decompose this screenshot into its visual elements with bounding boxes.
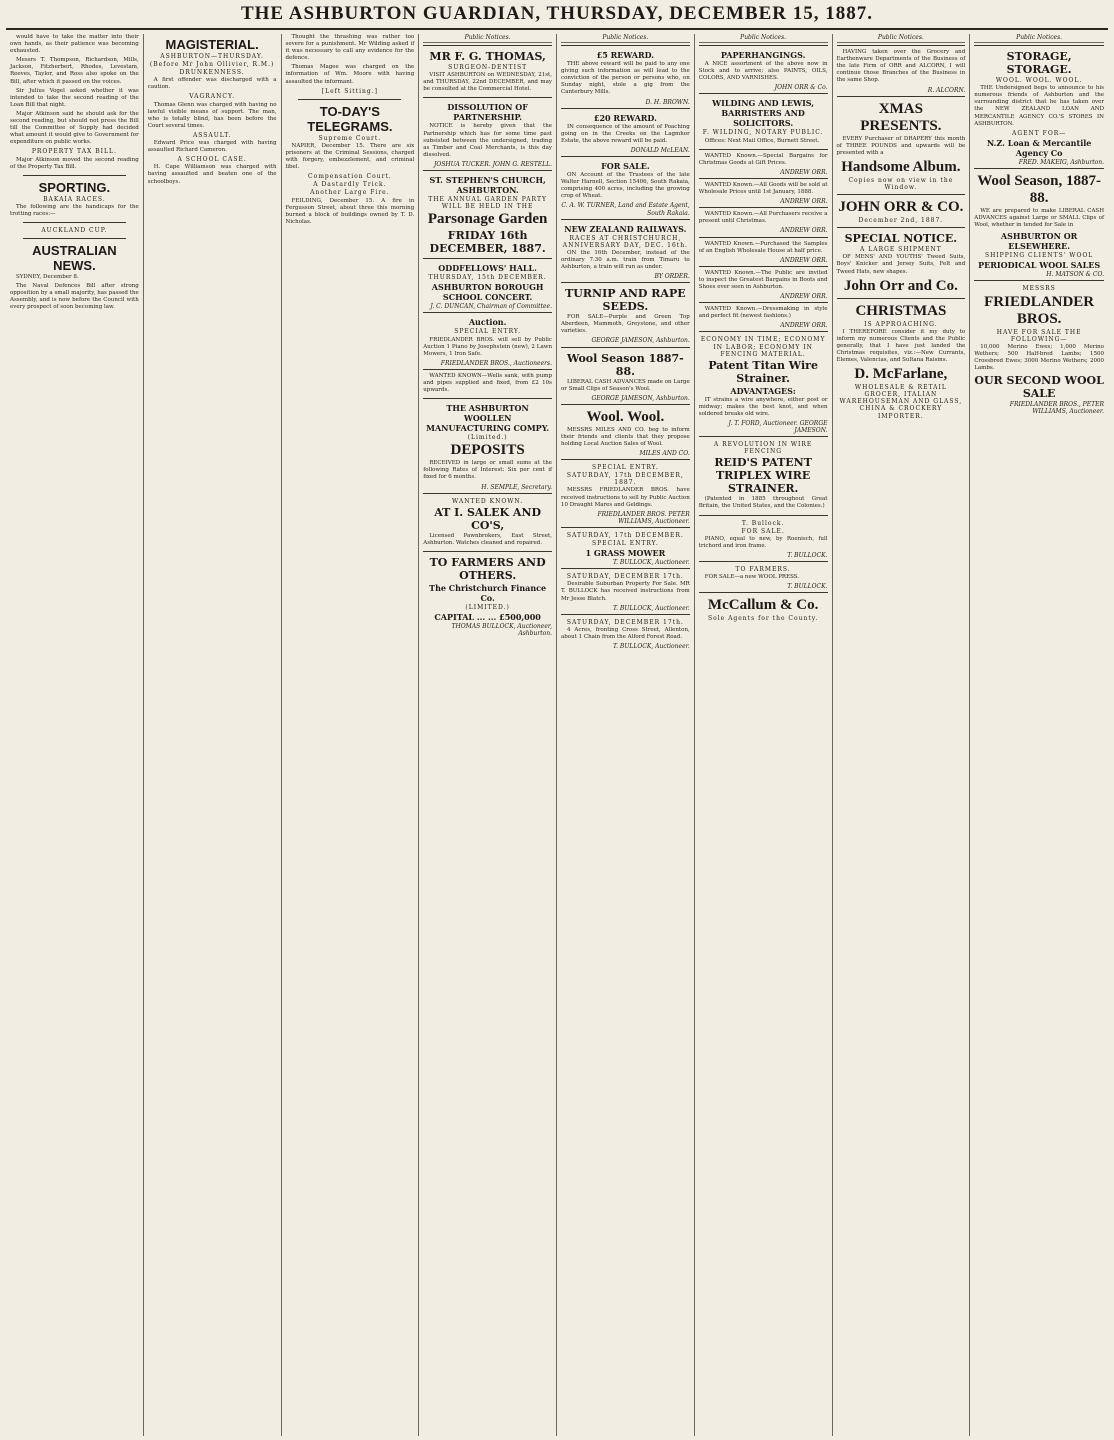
advertisement (561, 568, 690, 613)
paragraph: Messrs T. Thompson, Richardson, Mills, Jackson, Fitzherbert, Rhodes, Levestam, Reeves, Taylor, and Ross also spoke on the Bill, after which it passed on the voices. (10, 57, 139, 85)
ad-body: FRIEDLANDER BROS. will sell by Public Auction 1 Piano by Josephstein (new), 2 Lawn Mowers, 1 Iron Safe. (423, 336, 552, 357)
ad-subtitle: MESSRS (1022, 285, 1056, 293)
ad-title: PAPERHANGINGS. (720, 50, 806, 61)
ad-signature: GEORGE JAMESON, Ashburton. (591, 394, 690, 402)
advertisement (423, 45, 552, 97)
ad-subtitle: RACES AT CHRISTCHURCH, ANNIVERSARY DAY, DEC. 16th. (562, 234, 688, 249)
advertisement (561, 45, 690, 108)
ad-signature: THOMAS BULLOCK, Auctioneer, Ashburton. (451, 623, 552, 638)
ad-body: VISIT ASHBURTON on WEDNESDAY, 21st, and THURSDAY, 22nd DECEMBER, and may be consulted at the Commercial Hotel. (423, 72, 552, 93)
ad-subtitle: WHOLESALE & RETAIL GROCER, ITALIAN WAREHOUSEMAN AND GLASS, CHINA & CROCKERY IMPORTER. (839, 384, 963, 420)
advertisement (699, 93, 828, 148)
ad-headline: McCallum & Co. (707, 597, 819, 614)
ad-title: £20 REWARD. (593, 112, 657, 123)
ad-signature: T. BULLOCK, Auctioneer. (612, 604, 690, 612)
ad-signature: FRED. MAKEIG, Ashburton. (1018, 158, 1104, 166)
advertisement (699, 45, 828, 93)
paragraph: SYDNEY, December 8. (16, 274, 79, 281)
ad-body: Licensed Pawnbrokers, East Street, Ashburton. Watches cleaned and repaired. (423, 532, 552, 546)
case-heading: VAGRANCY. (189, 93, 236, 101)
ad-title: The Christchurch Finance Co. (429, 582, 547, 603)
ad-headline: REID'S PATENT TRIPLEX WIRE STRAINER. (714, 456, 812, 496)
ad-title: MR F. G. THOMAS, (429, 50, 546, 64)
case-heading: ASSAULT. (192, 131, 232, 139)
advertisement (699, 266, 828, 302)
ad-signature: D. H. BROWN. (645, 98, 690, 106)
advertisement (974, 45, 1104, 168)
ad-subtitle: SPECIAL ENTRY. (454, 328, 522, 336)
divider (23, 238, 126, 239)
ad-body: WANTED KNOWN—Wells sank, with pump and pipes supplied and fixed, from £2 10s upwards. (423, 372, 552, 394)
ad-title: ST. STEPHEN'S CHURCH, ASHBURTON. (429, 175, 546, 196)
section-heading: SPORTING. (38, 179, 111, 195)
columns (6, 34, 1108, 1436)
ad-signature: T. BULLOCK. (787, 583, 828, 591)
advertisement (423, 398, 552, 492)
ad-signature: R. ALCORN. (927, 86, 966, 94)
ad-headline: Patent Titan Wire Strainer. (708, 358, 818, 385)
ad-headline: N.Z. Loan & Mercantile Agency Co (986, 137, 1092, 158)
ad-body: FOR SALE—Purple and Green Top Aberdeen, Mammoth, Greystone, and other varieties. (561, 314, 690, 335)
section-subheading: (Before Mr John Ollivier, R.M.) (149, 61, 275, 69)
advertisement (699, 207, 828, 236)
advertisement (561, 219, 690, 283)
ad-headline: XMAS PRESENTS. (860, 100, 942, 134)
advertisement (561, 614, 690, 652)
ad-signature: ANDREW ORR. (780, 227, 828, 235)
ad-signature: ANDREW ORR. (780, 293, 828, 301)
paragraph: NAPIER, December 15. There are six prisoners at the Criminal Sessions, charged with forgery, embezzlement, and criminal libel. (285, 142, 415, 171)
ad-body: EVERY Purchaser of DRAPERY this month of THREE POUNDS and upwards will be presented with a (836, 135, 966, 156)
advertisement (974, 280, 1104, 417)
ad-subtitle: F. WILDING, NOTARY PUBLIC. (702, 129, 824, 137)
ad-subtitle: T. Bullock. (741, 519, 785, 527)
advertisement (561, 404, 690, 459)
column-3 (282, 34, 420, 1436)
paragraph: The Naval Defences Bill after strong opposition by a small majority, has passed the Assembly, and is now before the Council with every prospect of soon becoming law. (10, 283, 139, 311)
ad-subtitle: A LARGE SHIPMENT (860, 246, 942, 254)
case-heading: A SCHOOL CASE. (177, 156, 247, 164)
advertisement (699, 592, 828, 625)
ad-body: WANTED Known.—The Public are invited to inspect the Greatest Bargains in Boots and Shoes ever seen in Ashburton. (698, 269, 828, 290)
ad-subtitle: SATURDAY, 17th DECEMBER, 1887. (566, 472, 684, 487)
section-heading: AUSTRALIAN NEWS. (32, 243, 117, 274)
advertisement (699, 302, 828, 331)
ad-body: WANTED Known.—Dressmaking in style and perfect fit (newest fashions.) (698, 306, 828, 320)
divider (298, 99, 401, 100)
ad-headline: STORAGE, STORAGE. (1006, 50, 1072, 77)
ad-signature: JOSHUA TUCKER. JOHN G. RESTELL. (434, 160, 552, 168)
ad-headline: Parsonage Garden (427, 211, 548, 228)
column-1 (6, 34, 144, 1436)
ad-subtitle: (Limited.) (467, 434, 508, 442)
ad-title: WILDING AND LEWIS, BARRISTERS AND SOLICITORS. (712, 98, 815, 129)
ad-signature: JOHN ORR & Co. (774, 84, 828, 92)
ad-subtitle: SATURDAY, 17th DECEMBER. (566, 531, 684, 539)
ad-headline: Handsome Album. (841, 158, 961, 175)
ad-signature: J. C. DUNCAN, Chairman of Committee. (430, 303, 552, 311)
column-4 (419, 34, 557, 1436)
column-7 (833, 34, 971, 1436)
advertisement (699, 149, 828, 178)
ad-body: THE Undersigned begs to announce to his numerous friends of Ashburton and the surrounding district that he has taken over the NEW ZEALAND LOAN AND MERCANTILE AGENCY CO.'S STORES IN ASHBURTON. (974, 85, 1104, 127)
section-heading: TO-DAY'S TELEGRAMS. (307, 103, 393, 134)
ad-headline: TO FARMERS AND OTHERS. (429, 555, 546, 582)
column-header: Public Notices. (974, 34, 1104, 43)
column-header: Public Notices. (837, 34, 966, 43)
left-sitting-note: [Left Sitting.] (321, 87, 378, 95)
advertisement (974, 168, 1104, 280)
ad-signature: FRIEDLANDER BROS. PETER WILLIAMS, Auctioneer. (597, 510, 690, 525)
paragraph: would have to take the matter into their own hands, as their patience was becoming exhausted. (10, 34, 139, 55)
paragraph: Major Atkinson moved the second reading of the Property Tax Bill. (10, 156, 139, 170)
ad-subtitle: (LIMITED.) (465, 603, 510, 611)
column-8 (970, 34, 1108, 1436)
ad-signature: ANDREW ORR. (780, 256, 828, 264)
advertisement (699, 237, 828, 266)
ad-title: PERIODICAL WOOL SALES (978, 260, 1101, 271)
ad-subtitle: WANTED KNOWN. (452, 497, 524, 505)
column-2 (144, 34, 282, 1436)
ad-subtitle: HAVE FOR SALE THE FOLLOWING— (996, 328, 1082, 343)
ad-headline: Wool. Wool. (586, 408, 665, 425)
column-5 (557, 34, 695, 1436)
advertisement (423, 369, 552, 398)
ad-subtitle: ECONOMY IN TIME; ECONOMY IN LABOR; ECONOMY IN FENCING MATERIAL. (700, 336, 826, 358)
advertisement (837, 96, 966, 194)
ad-body: WANTED Known.—All Goods will be sold at Wholesale Prices until 1st January, 1888. (698, 181, 828, 196)
paragraph: Edward Price was charged with having assaulted Richard Cameron. (147, 140, 277, 154)
ad-signature: ANDREW ORR. (780, 322, 828, 330)
ad-signature: T. BULLOCK, Auctioneer. (612, 559, 690, 567)
advertisement (423, 258, 552, 312)
ad-headline: ASHBURTON BOROUGH SCHOOL CONCERT. (431, 282, 544, 303)
ad-headline: Wool Season 1887-88. (567, 351, 684, 378)
advertisement (699, 561, 828, 592)
ad-signature: H. SEMPLE, Secretary. (481, 483, 552, 491)
column-header: Public Notices. (423, 34, 552, 43)
ad-headline: CHRISTMAS (855, 302, 947, 319)
ad-body: WANTED Known.—All Purchasers receive a present until Christmas. (698, 211, 828, 225)
ad-body: WANTED Known.—Purchased the Samples of an English Wholesale House at half price. (698, 240, 828, 254)
column-header: Public Notices. (699, 34, 828, 43)
advertisement (699, 515, 828, 561)
section-subheading: Compensation Court. (307, 173, 392, 181)
ad-body: (Patented in 1885 throughout Great Britain, the United States, and the Colonies.) (698, 496, 828, 510)
ad-title: FOR SALE. (601, 161, 650, 172)
ad-headline: TURNIP AND RAPE SEEDS. (565, 287, 686, 314)
ad-body: IN consequence of the amount of Poaching going on in the Creeks on the Lagmhor Estate, the above reward will be paid. (561, 123, 690, 144)
advertisement (423, 97, 552, 170)
ad-signature: ANDREW ORR. (780, 168, 828, 176)
ad-body: I THEREFORE consider it my duty to inform my numerous Clients and the Public generally, that I have just landed the Christmas requisites, viz.:—New Currants, Elemes, Valencias, and Sultana Raisins. (836, 328, 966, 364)
ad-signature: J. T. FORD, Auctioneer. GEORGE JAMESON. (728, 420, 828, 435)
paragraph: Sir Julius Vogel asked whether it was intended to take the second reading of the Loan Bill that night. (10, 87, 139, 108)
ad-body: Desirable Suburban Property For Sale. MR T. BULLOCK has received instructions from Mr Jesse Blatch. (561, 581, 690, 602)
ad-title: ADVANTAGES: (730, 385, 796, 396)
ad-subtitle: TO FARMERS. (735, 566, 791, 574)
ad-body: MESSRS FRIEDLANDER BROS. have received instructions to sell by Public Auction 10 Draught Mares and Geldings. (561, 487, 690, 508)
advertisement (837, 227, 966, 297)
case-heading: DRUNKENNESS. (179, 69, 245, 77)
section-subheading: A Dastardly Trick. (313, 181, 387, 189)
ad-body: NOTICE is hereby given that the Partnership which has for some time past subsisted between the undersigned, trading as Timber and Coal Merchants, is this day dissolved. (423, 123, 552, 158)
ad-subtitle: SURGEON-DENTIST (448, 64, 528, 72)
ad-signature: C. A. W. TURNER, Land and Estate Agent, South Rakaia. (561, 202, 690, 217)
advertisement (561, 282, 690, 346)
ad-subtitle: THURSDAY, 15th DECEMBER. (428, 274, 547, 282)
section-subheading: Supreme Court. (318, 134, 382, 142)
advertisement (837, 298, 966, 423)
ad-title: SPECIAL NOTICE. (844, 232, 958, 246)
ad-body: 1 GRASS MOWER (585, 548, 666, 559)
ad-title: Auction. (468, 317, 507, 328)
ad-signature: GEORGE JAMESON, Ashburton. (591, 337, 690, 345)
advertisement (699, 331, 828, 436)
ad-title: DISSOLUTION OF PARTNERSHIP. (447, 102, 528, 123)
ad-subtitle: AGENT FOR— (1011, 129, 1067, 137)
ad-body: HAVING taken over the Grocery and Earthenware Departments of the Business of the late Firm of ORR and ALCORN, I will continue those Branches of the Business in the same Shop. (836, 49, 966, 84)
divider (23, 175, 126, 176)
section-subheading: ASHBURTON—THURSDAY. (160, 53, 264, 60)
ad-signature: ANDREW ORR. (780, 198, 828, 206)
advertisement (837, 45, 966, 96)
paragraph: A first offender was discharged with a caution. (147, 77, 277, 91)
ad-headline: D. McFarlane, (854, 366, 948, 383)
ad-body: OF MENS' AND YOUTHS' Tweed Suits, Boys' Knicker and Jersey Suits, Felt and Tweed Hats, new shapes. (836, 254, 966, 275)
ad-body: 4 Acres, fronting Cross Street, Allenton, about 1 Chain from the Alford Forest Road. (561, 626, 690, 640)
ad-title: ODDFELLOWS' HALL. (438, 263, 537, 274)
advertisement (561, 156, 690, 219)
ad-subtitle: Sole Agents for the County. (707, 615, 819, 623)
ad-title: ASHBURTON OR ELSEWHERE. (1000, 231, 1078, 252)
advertisement (699, 178, 828, 207)
advertisement (423, 493, 552, 551)
masthead (6, 0, 1108, 30)
ad-subtitle: A REVOLUTION IN WIRE FENCING (713, 441, 813, 456)
ad-subtitle: THE ANNUAL GARDEN PARTY WILL BE HELD IN THE (428, 196, 547, 211)
section-subheading: AUCKLAND CUP. (41, 226, 108, 234)
ad-title: NEW ZEALAND RAILWAYS. (564, 223, 687, 234)
ad-subtitle: SPECIAL ENTRY. (591, 540, 659, 548)
advertisement (561, 347, 690, 404)
paragraph: The following are the handicaps for the trotting races:— (10, 203, 139, 217)
paragraph: FEILDING, December 15. A fire in Fergusson Street, about three this morning burned a block of buildings owned by T. D. Nicholas. (285, 197, 415, 225)
paragraph: Thomas Magee was charged on the information of Wm. Moore with having assaulted the informant. (285, 64, 415, 85)
ad-subtitle: SATURDAY, DECEMBER 17th. (566, 618, 684, 626)
section-subheading: BAKAIA RACES. (43, 195, 106, 203)
advertisement (423, 551, 552, 639)
advertisement (561, 108, 690, 156)
paragraph: Thought the thrashing was rather too severe for a punishment. Mr Wilding asked if it was necessary to call any evidence for the defence. (285, 34, 415, 62)
ad-body: A NICE assortment of the above now in Stock and to arrive; also PAINTS, OILS, COLORS, AND VARNISHES. (698, 61, 828, 82)
ad-signature: FRIEDLANDER BROS., Auctioneers. (440, 359, 552, 367)
ad-body: RECEIVED in large or small sums at the following Rates of Interest: Six per cent if fixed for 6 months. (423, 460, 552, 481)
ad-signature: MILES AND CO. (639, 450, 690, 458)
advertisement (561, 527, 690, 568)
paragraph: H. Cape Williamson was charged with having assaulted and beaten one of the schoolboys. (147, 164, 277, 185)
divider (23, 222, 126, 223)
ad-body: MESSRS MILES AND CO. beg to inform their friends and clients that they propose holding Local Auction Sales of Wool. (561, 426, 690, 447)
ad-body: PIANO, equal to new, by Roenisch, full trichord and iron frame. (698, 535, 828, 549)
ad-body: WANTED Known.—Special Bargains for Christmas Goods at Gift Prices. (698, 152, 828, 166)
ad-body: CAPITAL ... ... £500,000 (434, 612, 541, 622)
ad-subtitle: SPECIAL ENTRY. (591, 464, 659, 472)
column-header: Public Notices. (561, 34, 690, 43)
paragraph: Major Atkinson said he should ask for the second reading, but should not press the Bill till the Committee of Supply had decided what amount it would give to Government for expenditure on public works. (10, 110, 139, 146)
ad-headline: Wool Season, 1887-88. (977, 172, 1101, 206)
ad-signature: T. BULLOCK. (787, 551, 828, 559)
ad-title: THE ASHBURTON WOOLLEN MANUFACTURING COMPY. (426, 403, 550, 434)
section-subheading: PROPERTY TAX BILL. (31, 148, 117, 156)
ad-body: ON Account of the Trustees of the late Walter Harnell, Section 15406, South Rakaia, comprising 400 acres, including the growing crop of Wheat. (561, 172, 690, 200)
ad-body: IT strains a wire anywhere, either post or midway; makes the best knot, and when soldered breaks old wire. (698, 396, 828, 417)
advertisement (423, 312, 552, 368)
ad-signature: DONALD McLEAN. (630, 146, 690, 154)
ad-title: £5 REWARD. (596, 50, 655, 61)
ad-headline: JOHN ORR & CO. (838, 199, 964, 216)
advertisement (699, 436, 828, 514)
ad-signature: H. MATSON & CO. (1046, 271, 1104, 279)
advertisement (561, 459, 690, 527)
ad-signature: T. BULLOCK, Auctioneer. (612, 642, 690, 650)
ad-subtitle: December 2nd, 1887. (858, 217, 944, 225)
masthead-title: THE ASHBURTON GUARDIAN, THURSDAY, DECEMBER 15, 1887. (240, 3, 873, 24)
ad-body: 10,000 Merino Ewes; 1,000 Merino Wethers; 500 Half-bred Lambs; 1500 Crossbred Ewes; 3000 Merino Wethers; 2000 Lambs. (974, 343, 1104, 371)
ad-signature: BY ORDER. (654, 273, 690, 281)
ad-signature: FRIEDLANDER BROS., PETER WILLIAMS, Auctioneer. (1009, 401, 1104, 416)
ad-subtitle: FOR SALE. (741, 527, 785, 535)
section-subheading: Another Large Fire. (310, 189, 390, 197)
advertisement (423, 170, 552, 258)
paragraph: Thomas Glenn was charged with having no lawful visible means of support. The man, who is totally blind, has been before the Court several times. (147, 101, 277, 129)
ad-subtitle: IS APPROACHING. (864, 320, 938, 328)
column-6 (695, 34, 833, 1436)
ad-subtitle: SHIPPING CLIENTS' WOOL (984, 252, 1094, 260)
ad-headline: AT I. SALEK AND CO'S, (434, 505, 542, 532)
ad-subtitle: Copies now on view in the Window. (848, 176, 954, 192)
ad-body: LIBERAL CASH ADVANCES made on Large or Small Clips of Season's Wool. (561, 378, 690, 392)
ad-body: WE are prepared to make LIBERAL CASH ADVANCES against Large or SMALL Clips of Wool, whether in tended for Sale in (974, 207, 1104, 229)
ad-headline: FRIEDLANDER BROS. (984, 293, 1095, 327)
ad-subtitle: SATURDAY, DECEMBER 17th. (566, 573, 684, 581)
ad-date: FRIDAY 16th DECEMBER, 1887. (429, 229, 546, 256)
ad-body: THE above reward will be paid to any one giving such information as will lead to the conviction of the person or persons who, on Sunday night, stole a gig from the Canterbury Mills. (561, 61, 690, 96)
ad-subtitle: WOOL. WOOL. WOOL. (995, 77, 1083, 85)
ad-headline: John Orr and Co. (843, 277, 958, 294)
ad-headline: DEPOSITS (450, 442, 525, 459)
ad-headline: OUR SECOND WOOL SALE (974, 374, 1104, 401)
ad-body: FOR SALE—a new WOOL PRESS. (704, 574, 800, 581)
section-heading: MAGISTERIAL. (165, 37, 259, 52)
ad-body: Offices: Next Mail Office, Burnett Street. (704, 137, 820, 144)
ad-body: ON the 16th December, instead of the ordinary 7.30 a.m. train from Timaru to Ashburton, a train will run as under. (561, 249, 690, 270)
advertisement (837, 194, 966, 227)
